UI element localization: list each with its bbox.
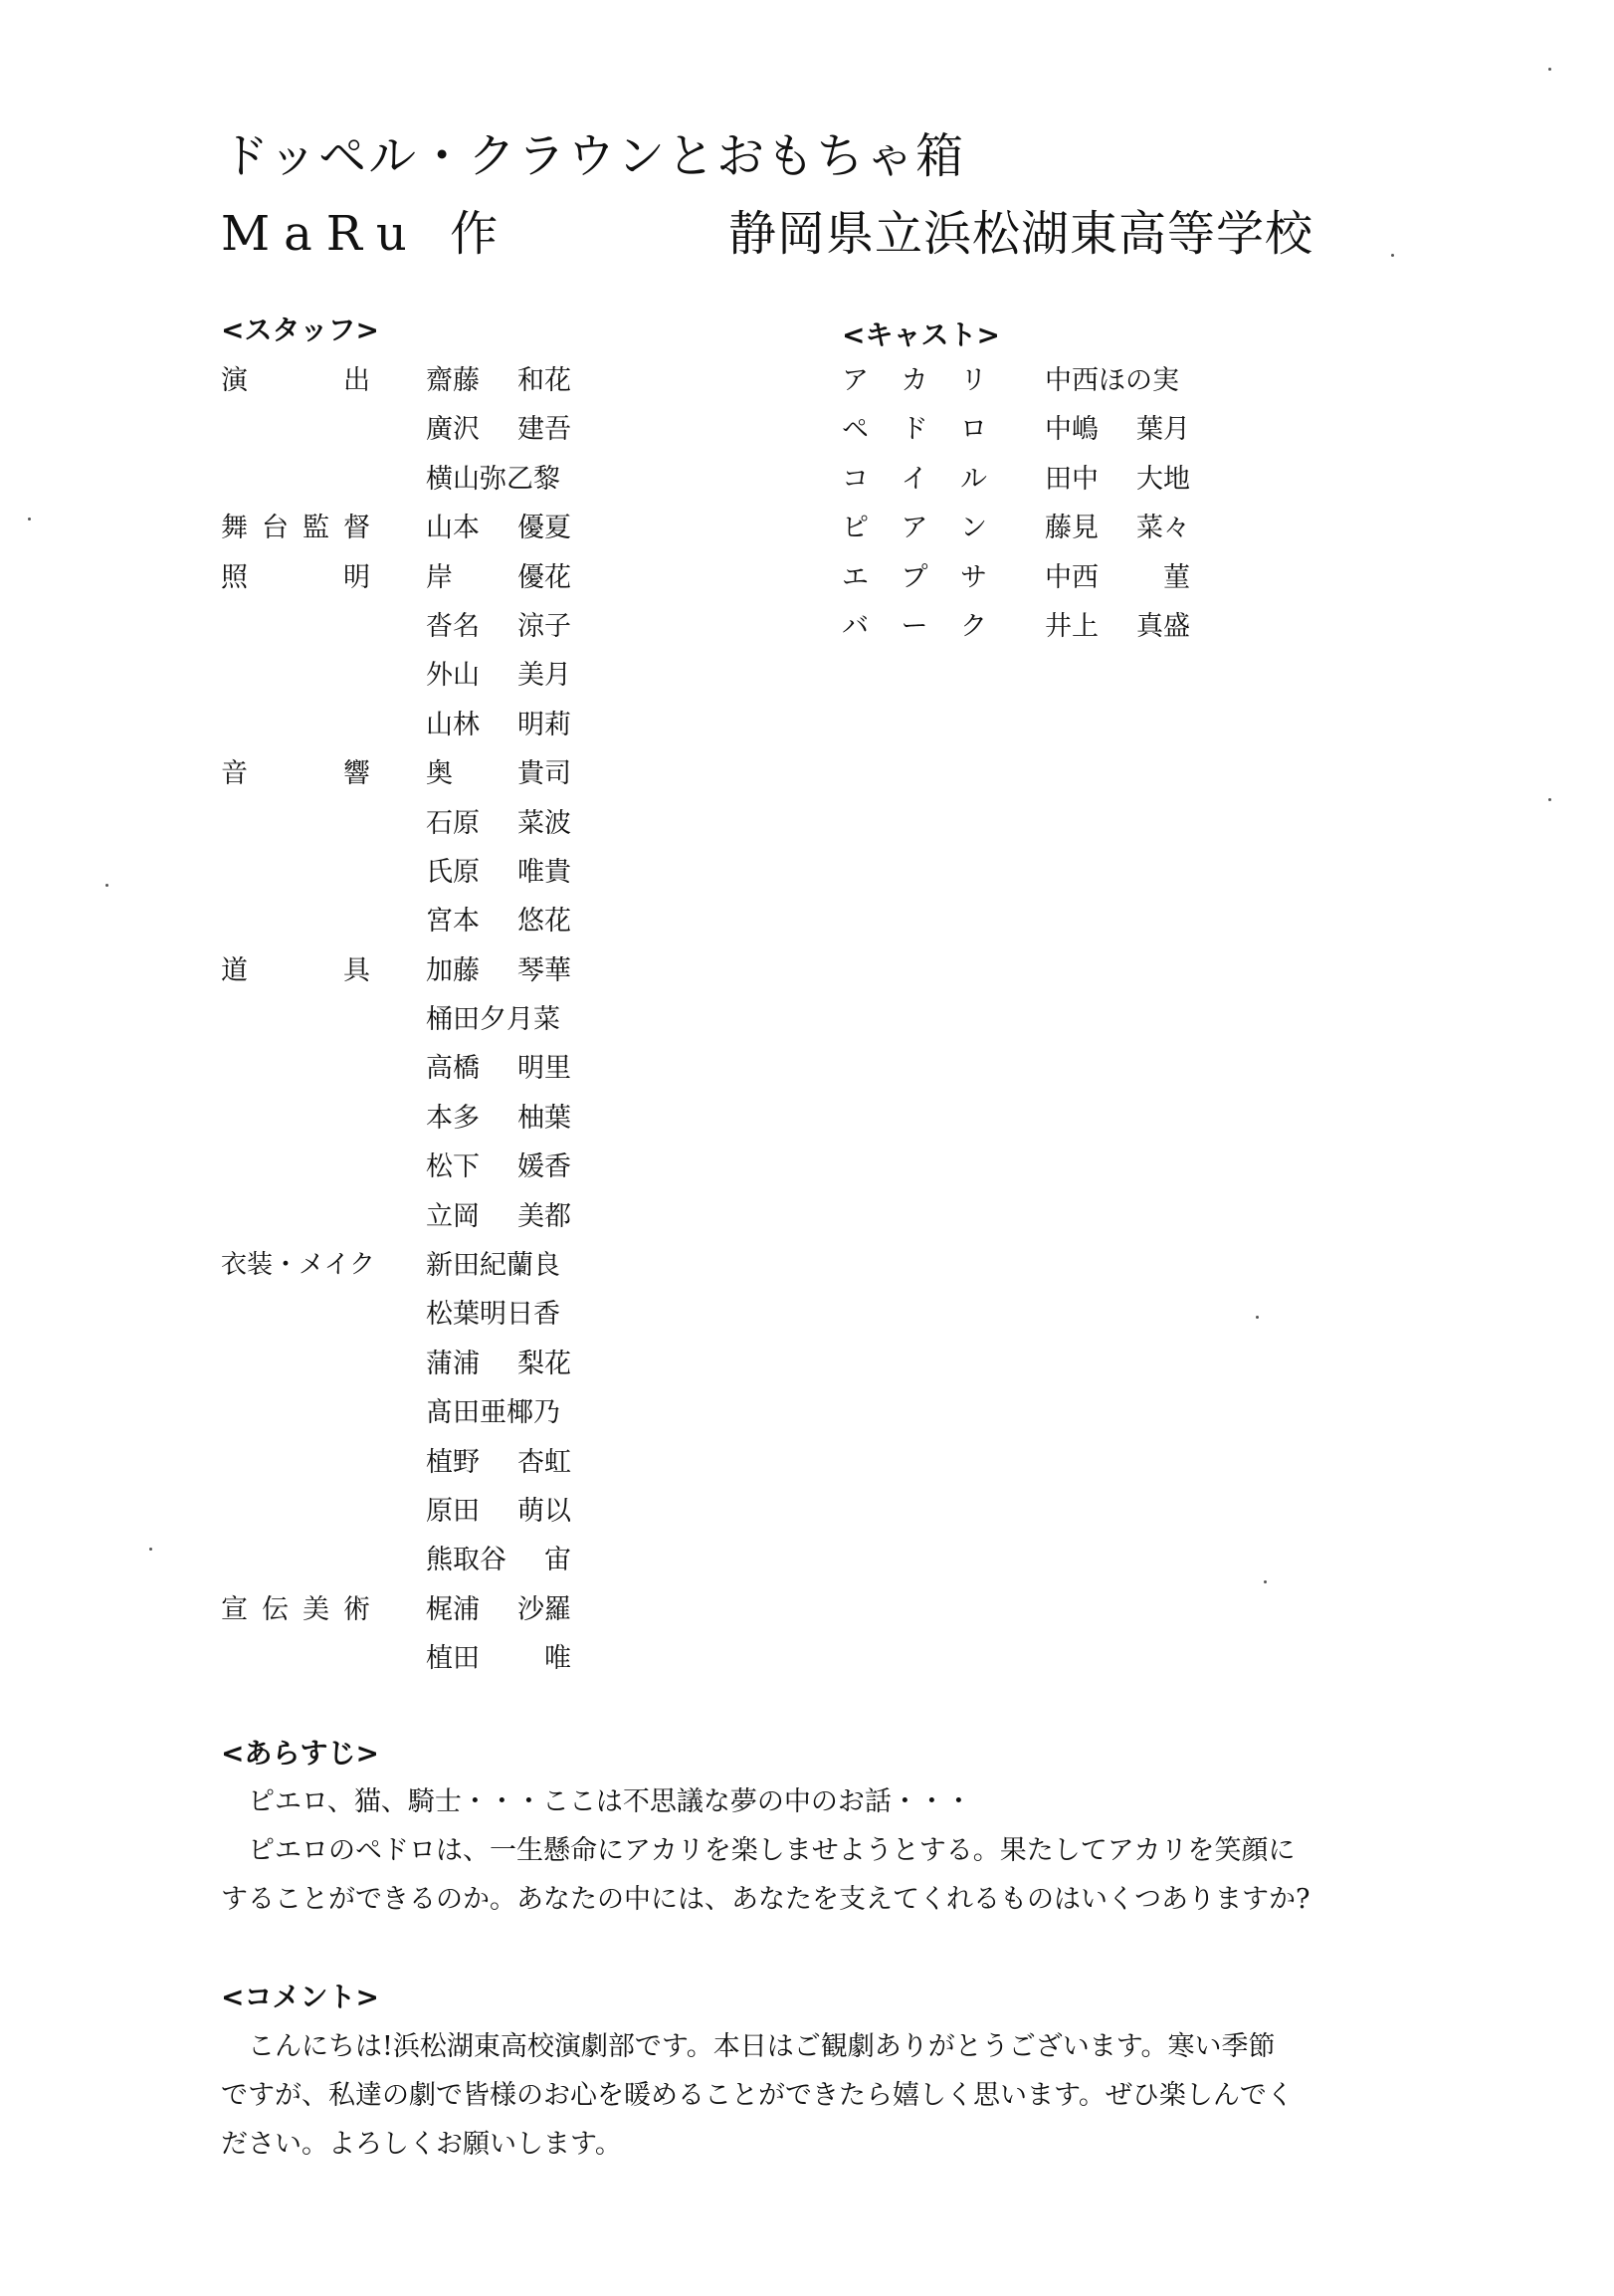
staff-heading: <スタッフ> [221, 313, 379, 346]
staff-name: 植野 杏虹 [426, 1446, 571, 1478]
staff-name: 蒲浦 梨花 [426, 1348, 571, 1379]
cast-row [842, 504, 1240, 552]
cast-heading: <キャスト> [842, 318, 1000, 351]
scan-speck [1264, 1580, 1267, 1583]
scan-speck [28, 518, 31, 521]
staff-name: 植田 唯 [426, 1643, 571, 1675]
staff-name: 新田紀蘭良 [426, 1250, 560, 1282]
staff-row [221, 1487, 639, 1536]
staff-row [221, 1585, 639, 1634]
staff-row [221, 1536, 639, 1584]
staff-name: 岸 優花 [426, 561, 571, 593]
comment-body [221, 2022, 1415, 2169]
synopsis-heading: <あらすじ> [221, 1737, 379, 1770]
staff-row [221, 1438, 639, 1487]
staff-role: 舞 台 監 督 [221, 513, 370, 544]
play-title: ドッペル・クラウンとおもちゃ箱 [221, 128, 966, 184]
staff-row [221, 504, 639, 552]
cast-role: エ プ サ [842, 561, 987, 593]
staff-row [221, 897, 639, 945]
staff-name: 山本 優夏 [426, 513, 571, 544]
cast-role: ピ ア ン [842, 513, 987, 544]
staff-name: 立岡 美都 [426, 1200, 571, 1232]
staff-row [221, 1634, 639, 1683]
cast-actor: 中西ほの実 [1045, 365, 1179, 396]
staff-row [221, 455, 639, 504]
staff-row [221, 995, 639, 1044]
staff-name: 原田 萌以 [426, 1495, 571, 1527]
staff-role: 衣装・メイク [221, 1250, 375, 1281]
synopsis-body [221, 1777, 1415, 1924]
staff-row [221, 405, 639, 454]
staff-row [221, 749, 639, 798]
staff-name: 廣沢 建吾 [426, 414, 571, 446]
synopsis-line: ピエロ、猫、騎士・・・ここは不思議な夢の中のお話・・・ [248, 1786, 972, 1817]
cast-actor: 井上 真盛 [1045, 610, 1190, 642]
staff-name: 石原 菜波 [426, 807, 571, 839]
cast-role: コ イ ル [842, 463, 987, 495]
comment-line: こんにちは!浜松湖東高校演劇部です。本日はご観劇ありがとうございます。寒い季節 [248, 2031, 1276, 2062]
cast-role: ペ ド ロ [842, 414, 987, 446]
staff-name: 齋藤 和花 [426, 365, 571, 396]
cast-row [842, 602, 1240, 651]
synopsis-line: ピエロのペドロは、一生懸命にアカリを楽しませようとする。果たしてアカリを笑顔に [248, 1835, 1296, 1866]
scan-speck [1391, 254, 1394, 257]
staff-name: 本多 柚葉 [426, 1102, 571, 1134]
staff-role: 道 具 [221, 954, 370, 986]
cast-role: ア カ リ [842, 365, 987, 396]
cast-row [842, 356, 1240, 405]
staff-role: 宣 伝 美 術 [221, 1593, 370, 1625]
cast-list [842, 356, 1240, 651]
staff-row [221, 356, 639, 405]
cast-actor: 田中 大地 [1045, 463, 1190, 495]
staff-row [221, 1241, 639, 1290]
staff-name: 髙田亜椰乃 [426, 1397, 560, 1429]
staff-name: 沓名 涼子 [426, 610, 571, 642]
staff-name: 松下 媛香 [426, 1151, 571, 1183]
synopsis-line: することができるのか。あなたの中には、あなたを支えてくれるものはいくつありますか? [221, 1884, 1311, 1915]
staff-row [221, 1143, 639, 1191]
cast-row [842, 455, 1240, 504]
staff-name: 松葉明日香 [426, 1299, 560, 1331]
cast-actor: 中西 菫 [1045, 561, 1190, 593]
staff-row [221, 1340, 639, 1388]
staff-name: 横山弥乙黎 [426, 463, 560, 495]
staff-row [221, 848, 639, 897]
staff-name: 高橋 明里 [426, 1053, 571, 1085]
staff-row [221, 602, 639, 651]
cast-role: バ ー ク [842, 610, 987, 642]
staff-name: 梶浦 沙羅 [426, 1593, 571, 1625]
scan-speck [1548, 68, 1551, 71]
play-author: MaRu 作 [221, 206, 512, 262]
cast-row [842, 553, 1240, 602]
scan-speck [149, 1548, 152, 1551]
cast-actor: 藤見 菜々 [1045, 513, 1190, 544]
scan-speck [1548, 798, 1551, 801]
staff-name: 外山 美月 [426, 660, 571, 692]
cast-row [842, 405, 1240, 454]
staff-name: 加藤 琴華 [426, 954, 571, 986]
staff-name: 山林 明莉 [426, 709, 571, 740]
staff-row [221, 1094, 639, 1143]
staff-name: 宮本 悠花 [426, 906, 571, 938]
comment-heading: <コメント> [221, 1981, 379, 2013]
staff-name: 氏原 唯貴 [426, 856, 571, 888]
staff-row [221, 1290, 639, 1339]
school-name: 静岡県立浜松湖東高等学校 [728, 206, 1314, 262]
staff-row [221, 651, 639, 700]
scan-speck [1256, 1316, 1259, 1319]
staff-name: 桶田夕月菜 [426, 1004, 560, 1036]
staff-row [221, 1388, 639, 1437]
comment-line: ですが、私達の劇で皆様のお心を暖めることができたら嬉しく思います。ぜひ楽しんでく [221, 2080, 1294, 2111]
staff-role: 演 出 [221, 365, 370, 396]
scan-speck [105, 884, 108, 887]
staff-row [221, 799, 639, 848]
staff-row [221, 553, 639, 602]
staff-row [221, 946, 639, 995]
staff-role: 照 明 [221, 561, 370, 593]
cast-actor: 中嶋 葉月 [1045, 414, 1190, 446]
staff-row [221, 701, 639, 749]
comment-line: ださい。よろしくお願いします。 [221, 2129, 622, 2160]
staff-role: 音 響 [221, 758, 370, 790]
staff-name: 熊取谷 宙 [426, 1545, 571, 1576]
staff-row [221, 1192, 639, 1241]
staff-row [221, 1044, 639, 1093]
staff-name: 奥 貴司 [426, 758, 571, 790]
staff-list [221, 356, 639, 1684]
